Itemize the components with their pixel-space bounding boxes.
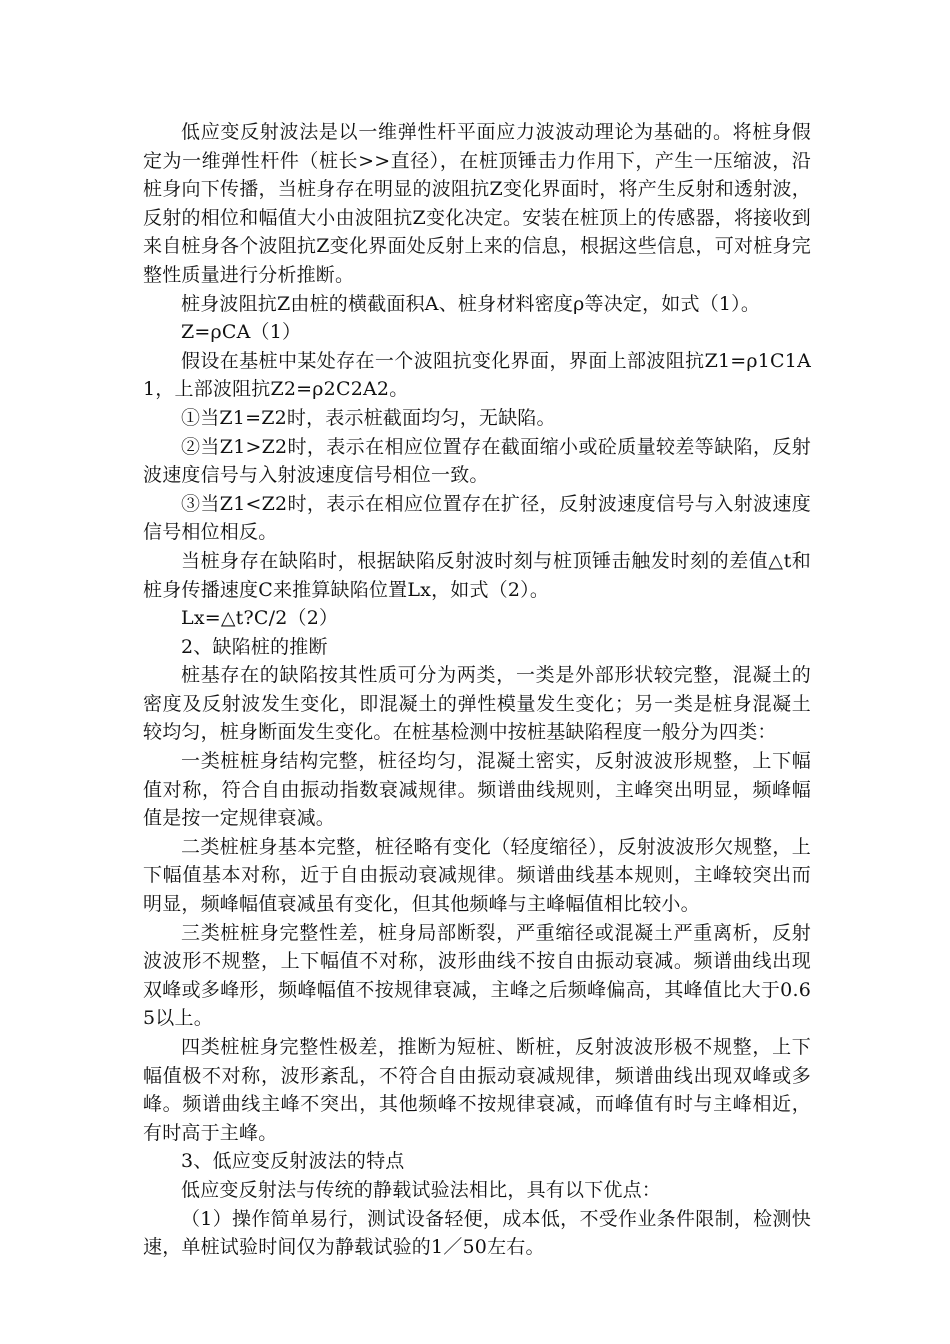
paragraph-class-4: 四类桩桩身完整性极差，推断为短桩、断桩，反射波波形极不规整，上下幅值极不对称，波形紊乱，不符合自由振动衰减规律，频谱曲线出现双峰或多峰。频谱曲线主峰不突出，其他频峰不按规律衰减，而峰值有时与主峰相近，有时高于主峰。 (143, 1036, 811, 1144)
paragraph-assumption: 假设在基桩中某处存在一个波阻抗变化界面，界面上部波阻抗Z1=ρ1C1A1，上部波阻抗Z2=ρ2C2A2。 (143, 349, 811, 401)
section-heading-3: 3、低应变反射波法的特点 (181, 1150, 405, 1173)
paragraph-intro: 低应变反射波法是以一维弹性杆平面应力波波动理论为基础的。将桩身假定为一维弹性杆件（桩长>>直径），在桩顶锤击力作用下，产生一压缩波，沿桩身向下传播，当桩身存在明显的波阻抗Z变化界面时，将产生反射和透射波，反射的相位和幅值大小由波阻抗Z变化决定。安装在桩顶上的传感器，将接收到来自桩身各个波阻抗Z变化界面处反射上来的信息，根据这些信息，可对桩身完整性质量进行分析推断。 (143, 121, 811, 286)
paragraph-defect-types: 桩基存在的缺陷按其性质可分为两类，一类是外部形状较完整，混凝土的密度及反射波发生变化，即混凝土的弹性模量发生变化；另一类是桩身混凝土较均匀，桩身断面发生变化。在桩基检测中按桩基缺陷程度一般分为四类： (143, 664, 811, 744)
paragraph-class-2: 二类桩桩身基本完整，桩径略有变化（轻度缩径），反射波波形欠规整，上下幅值基本对称，近于自由振动衰减规律。频谱曲线基本规则，主峰较突出而明显，频峰幅值衰减虽有变化，但其他频峰与主峰幅值相比较小。 (143, 835, 811, 916)
case-2: ②当Z1>Z2时，表示在相应位置存在截面缩小或砼质量较差等缺陷，反射波速度信号与入射波速度信号相位一致。 (143, 435, 811, 487)
paragraph-advantage-1: （1）操作简单易行，测试设备轻便，成本低，不受作业条件限制，检测快速，单桩试验时间仅为静载试验的1／50左右。 (143, 1207, 811, 1259)
paragraph-defect-location: 当桩身存在缺陷时，根据缺陷反射波时刻与桩顶锤击触发时刻的差值△t和桩身传播速度C来推算缺陷位置Lx，如式（2）。 (143, 549, 811, 601)
section-heading-2: 2、缺陷桩的推断 (181, 635, 328, 658)
formula-2: Lx=△t?C/2（2） (181, 607, 339, 630)
case-1: ①当Z1=Z2时，表示桩截面均匀，无缺陷。 (181, 406, 556, 429)
paragraph-advantages-intro: 低应变反射法与传统的静载试验法相比，具有以下优点： (181, 1178, 662, 1201)
document-body (143, 118, 811, 1262)
case-3: ③当Z1<Z2时，表示在相应位置存在扩径，反射波速度信号与入射波速度信号相位相反。 (143, 492, 811, 544)
paragraph-class-3: 三类桩桩身完整性差，桩身局部断裂，严重缩径或混凝土严重离析，反射波波形不规整，上下幅值不对称，波形曲线不按自由振动衰减。频谱曲线出现双峰或多峰形，频峰幅值不按规律衰减，主峰之后频峰偏高，其峰值比大于0.65以上。 (143, 921, 811, 1030)
formula-1: Z=ρCA（1） (181, 321, 302, 344)
paragraph-impedance: 桩身波阻抗Z由桩的横截面积A、桩身材料密度ρ等决定，如式（1）。 (181, 292, 761, 315)
paragraph-class-1: 一类桩桩身结构完整，桩径均匀，混凝土密实，反射波波形规整，上下幅值对称，符合自由振动指数衰减规律。频谱曲线规则，主峰突出明显，频峰幅值是按一定规律衰减。 (143, 750, 811, 830)
